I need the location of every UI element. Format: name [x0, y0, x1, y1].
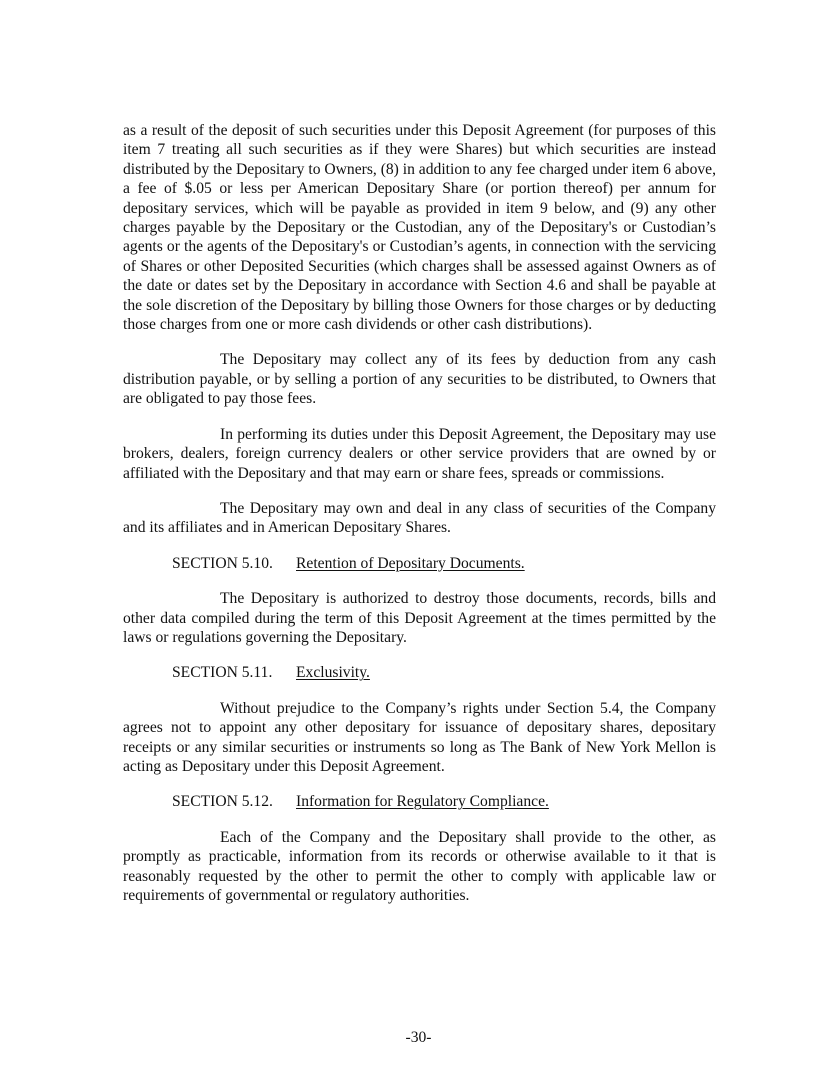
section-heading-5-12: [123, 792, 716, 811]
paragraph-exclusivity: Without prejudice to the Company’s rights under Section 5.4, the Company agrees not to appoint any other depositary for issuance of depositary shares, depositary receipts or any similar securities or instruments so long as The Bank of New York Mellon is acting as Depositary under this Deposit Agreement.: [123, 699, 716, 775]
section-title: Retention of Depositary Documents.: [296, 554, 525, 572]
paragraph-fee-collection: The Depositary may collect any of its fees by deduction from any cash distribution payable, or by selling a portion of any securities to be distributed, to Owners that are obligated to pay those fees.: [123, 351, 716, 408]
section-title: Information for Regulatory Compliance.: [296, 793, 549, 811]
paragraph-fees-continued: as a result of the deposit of such securities under this Deposit Agreement (for purposes of this item 7 treating all such securities as if they were Shares) but which securities are instead distributed by the Depositary to Owners, (8) in addition to any fee charged under item 6 above, a fee of $.05 or less per American Depositary Share (or portion thereof) per annum for depositary services, which will be payable as provided in item 9 below, and (9) any other charges payable by the Depositary or the Custodian, any of the Depositary's or Custodian’s agents or the agents of the Depositary's or Custodian’s agents, in connection with the servicing of Shares or other Deposited Securities (which charges shall be assessed against Owners as of the date or dates set by the Depositary in accordance with Section 4.6 and shall be payable at the sole discretion of the Depositary by billing those Owners for those charges or by deducting those charges from one or more cash dividends or other cash distributions).: [123, 122, 716, 334]
document-page: [123, 121, 716, 921]
page-number: -30-: [405, 1029, 432, 1046]
section-heading-5-11: [123, 663, 716, 682]
paragraph-service-providers: In performing its duties under this Deposit Agreement, the Depositary may use brokers, dealers, foreign currency dealers or other service providers that are owned by or affiliated with the Depositary and that may earn or share fees, spreads or commissions.: [123, 425, 716, 482]
paragraph-retention: The Depositary is authorized to destroy those documents, records, bills and other data compiled during the term of this Deposit Agreement at the times permitted by the laws or regulations governing the Depositary.: [123, 590, 716, 646]
paragraph-own-securities: The Depositary may own and deal in any class of securities of the Company and its affiliates and in American Depositary Shares.: [123, 499, 716, 537]
section-heading-5-10: [123, 554, 716, 573]
section-title: Exclusivity.: [296, 664, 370, 682]
paragraph-regulatory-compliance: Each of the Company and the Depositary shall provide to the other, as promptly as practicable, information from its records or otherwise available to it that is reasonably requested by the other to permit the other to comply with applicable law or requirements of governmental or regulatory authorities.: [123, 828, 716, 904]
section-number: SECTION 5.11.: [172, 664, 273, 682]
section-number: SECTION 5.10.: [172, 554, 273, 572]
section-number: SECTION 5.12.: [172, 793, 273, 811]
